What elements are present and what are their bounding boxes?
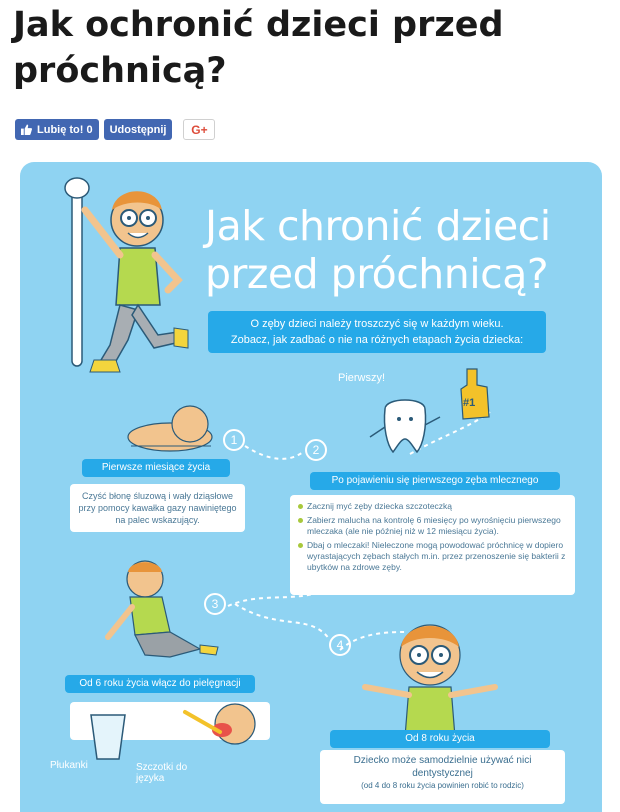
- infographic-title: Jak chronić dzieci przed próchnicą?: [205, 202, 551, 298]
- facebook-like-button[interactable]: [15, 119, 99, 140]
- infographic: [20, 162, 602, 812]
- badge-number: #1: [463, 397, 476, 409]
- first-tooth-bubble: Pierwszy!: [338, 372, 386, 384]
- step-4-box: [320, 750, 565, 804]
- step-4-label: Od 8 roku życia: [330, 730, 550, 748]
- boy-with-toothbrush-illustration: [50, 170, 190, 375]
- facebook-share-button[interactable]: [104, 119, 173, 140]
- step-2-bullets: [290, 495, 575, 595]
- step-4-note: (od 4 do 8 roku życia powinien robić to rodzic): [361, 781, 524, 790]
- tongue-brush-label: Szczotki do języka: [136, 762, 188, 784]
- step-2-bullet-1: Zacznij myć zęby dziecka szczoteczką: [298, 501, 567, 512]
- step-3-label: Od 6 roku życia włącz do pielęgnacji: [65, 675, 255, 693]
- step-2-bullet-2: Zabierz malucha na kontrolę 6 miesięcy po wyrośnięciu pierwszego mleczaka (ale nie później niż w 12 miesiącu życia).: [298, 515, 567, 537]
- thumbs-up-icon: [21, 124, 32, 135]
- tongue-brush-icon: [180, 702, 260, 762]
- intro-line-1: O zęby dzieci należy troszczyć się w każdym wieku.: [250, 318, 504, 330]
- gplus-label: G+: [191, 122, 208, 137]
- step-4-description: Dziecko może samodzielnie używać nici dentystycznej: [353, 755, 532, 779]
- step-2-label: Po pojawieniu się pierwszego zęba mlecznego: [310, 472, 560, 490]
- rinse-cup-icon: [85, 707, 135, 762]
- rinse-label: Płukanki: [50, 760, 88, 771]
- google-plus-button[interactable]: [183, 119, 215, 140]
- boy-with-glasses-illustration: [345, 617, 515, 737]
- kneeling-child-illustration: [100, 557, 230, 667]
- like-label: Lubię to! 0: [37, 123, 93, 136]
- step-1-description: Czyść błonę śluzową i wały dziąsłowe przy pomocy kawałka gazy nawiniętego na palec wskazujący.: [70, 484, 245, 532]
- intro-banner: [208, 311, 546, 353]
- step-1-label: Pierwsze miesiące życia: [82, 459, 230, 477]
- step-1-number: 1: [223, 429, 245, 451]
- step-3-number: 3: [204, 593, 226, 615]
- step-2-number: 2: [305, 439, 327, 461]
- share-bar: [15, 119, 215, 140]
- step-4-number: 4: [329, 634, 351, 656]
- intro-line-2: Zobacz, jak zadbać o nie na różnych etapach życia dziecka:: [230, 334, 524, 346]
- crawling-baby-illustration: [115, 402, 225, 457]
- share-label: Udostępnij: [109, 123, 167, 136]
- article-title: Jak ochronić dzieci przed próchnicą?: [13, 5, 504, 91]
- step-2-bullet-3: Dbaj o mleczaki! Nieleczone mogą powodować próchnicę w dopiero wyrastających zębach stałych m.in. przez przenoszenie się bakterii z ubytków na zdrowe zęby.: [298, 540, 567, 573]
